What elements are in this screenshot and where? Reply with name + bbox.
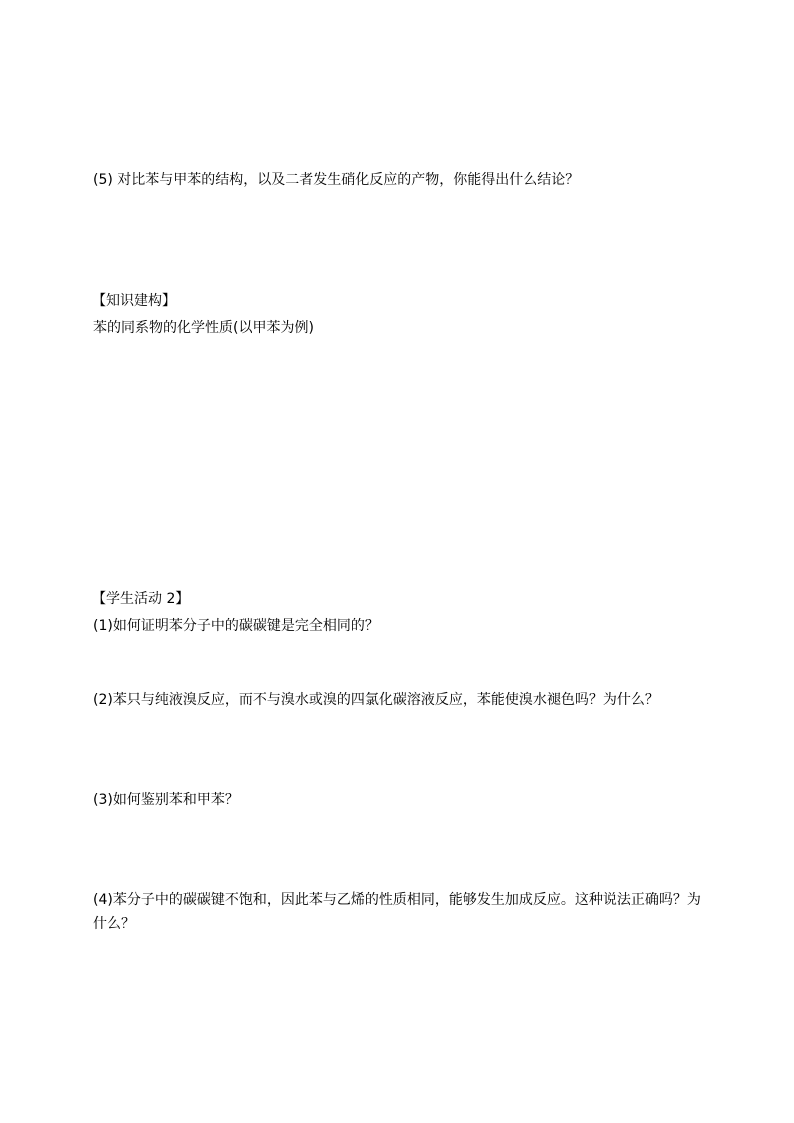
knowledge-text: 苯的同系物的化学性质(以甲苯为例)	[93, 320, 314, 336]
knowledge-heading: 【知识建构】	[92, 293, 176, 309]
activity-question-4: (4)苯分子中的碳碳键不饱和，因此苯与乙烯的性质相同，能够发生加成反应。这种说法正确吗？为什么？	[93, 892, 701, 932]
activity-question-3: (3)如何鉴别苯和甲苯？	[93, 792, 239, 808]
question-5: (5) 对比苯与甲苯的结构，以及二者发生硝化反应的产物，你能得出什么结论？	[93, 172, 580, 188]
activity-question-2: (2)苯只与纯液溴反应，而不与溴水或溴的四氯化碳溶液反应，苯能使溴水褪色吗？为什么？	[93, 692, 659, 708]
activity-heading: 【学生活动 2】	[92, 591, 190, 607]
activity-question-1: (1)如何证明苯分子中的碳碳键是完全相同的？	[93, 618, 379, 634]
